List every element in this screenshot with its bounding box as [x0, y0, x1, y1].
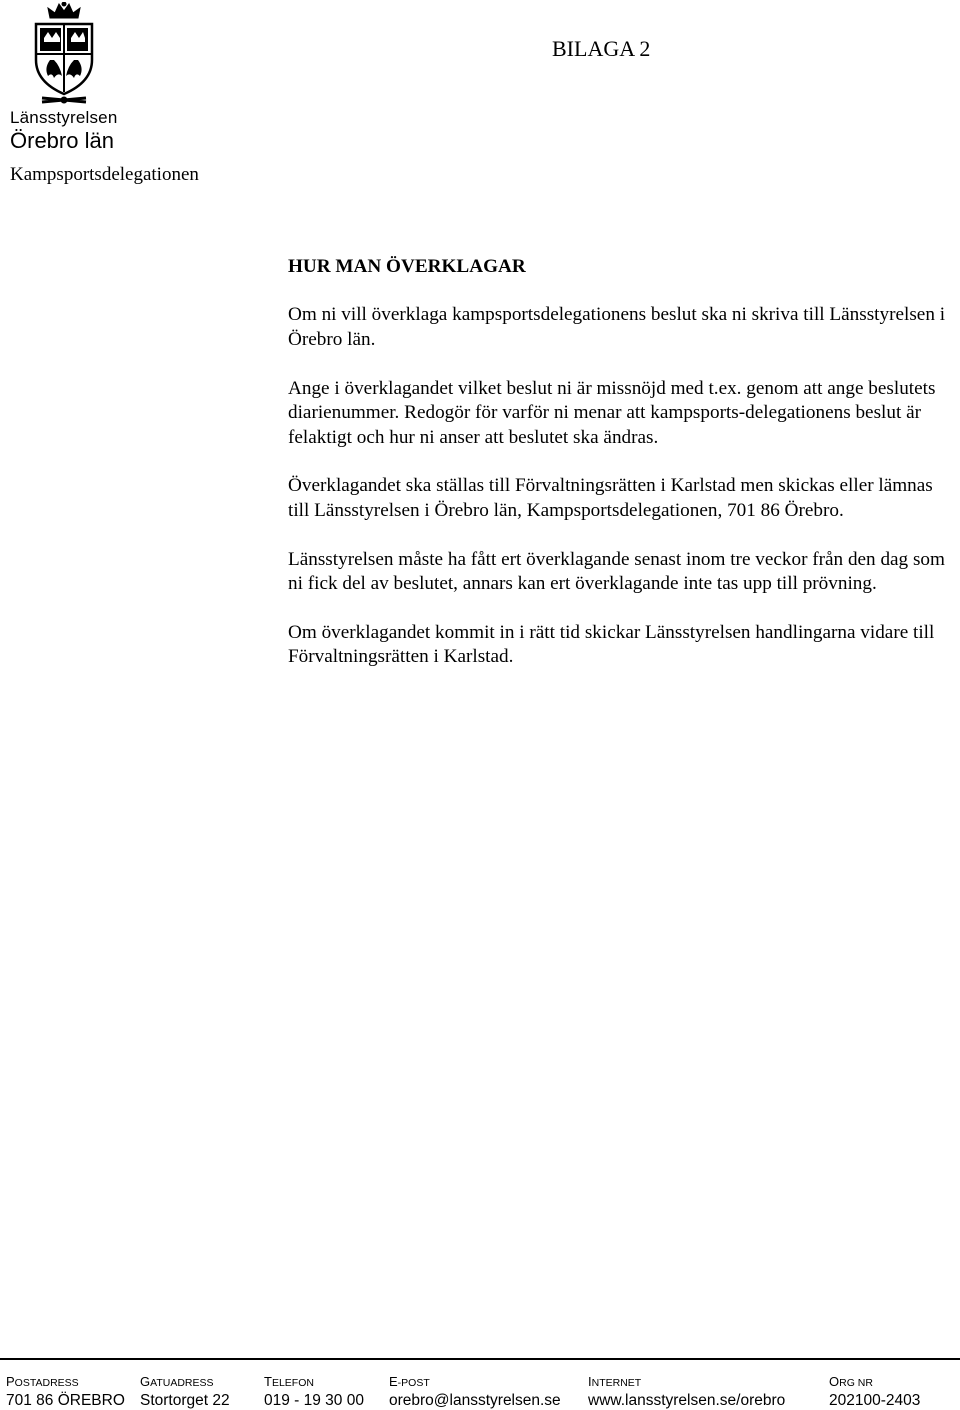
footer-column-postal-address	[6, 1360, 125, 1410]
org-name-line2: Örebro län	[10, 128, 114, 153]
footer-heading: GATUADRESS	[140, 1374, 214, 1389]
footer-heading: ORG NR	[829, 1374, 873, 1389]
document-body	[288, 255, 948, 694]
paragraph: Överklagandet ska ställas till Förvaltningsrätten i Karlstad men skickas eller lämnas till Länsstyrelsen i Örebro län, Kampsportsdelegationen, 701 86 Örebro.	[288, 475, 933, 521]
footer-heading: E-POST	[389, 1374, 430, 1389]
footer-column-org-number	[829, 1360, 920, 1410]
department-name: Kampsportsdelegationen	[10, 164, 199, 185]
footer-heading: INTERNET	[588, 1374, 642, 1389]
paragraph: Om ni vill överklaga kampsportsdelegationens beslut ska ni skriva till Länsstyrelsen i Örebro län.	[288, 304, 946, 350]
footer-column-phone	[264, 1360, 364, 1410]
document-heading: HUR MAN ÖVERKLAGAR	[288, 256, 526, 277]
footer-column-street-address	[140, 1360, 230, 1410]
coat-of-arms-icon	[32, 2, 96, 106]
footer-value: 701 86 ÖREBRO	[6, 1392, 125, 1409]
footer-heading: POSTADRESS	[6, 1374, 79, 1389]
footer-column-email	[389, 1360, 561, 1410]
footer-value: Stortorget 22	[140, 1392, 230, 1409]
footer	[0, 1358, 960, 1410]
paragraph: Om överklagandet kommit in i rätt tid skickar Länsstyrelsen handlingarna vidare till Förvaltningsrätten i Karlstad.	[288, 622, 935, 668]
paragraph: Länsstyrelsen måste ha fått ert överklagande senast inom tre veckor från den dag som ni fick del av beslutet, annars kan ert överklagande inte tas upp till prövning.	[288, 548, 945, 595]
footer-heading: TELEFON	[264, 1374, 314, 1389]
footer-value: orebro@lansstyrelsen.se	[389, 1392, 561, 1409]
footer-value: 019 - 19 30 00	[264, 1392, 364, 1409]
lansstyrelsen-logo	[10, 2, 120, 106]
paragraph: Ange i överklagandet vilket beslut ni är missnöjd med t.ex. genom att ange beslutets diarienummer. Redogör för varför ni menar att kampsports-delegationens beslut är felaktigt och hur ni anser att beslutet ska ändras.	[288, 377, 936, 448]
appendix-label: BILAGA 2	[552, 36, 651, 61]
footer-value: 202100-2403	[829, 1392, 921, 1409]
footer-column-internet	[588, 1360, 785, 1410]
footer-value: www.lansstyrelsen.se/orebro	[588, 1392, 786, 1409]
org-name-line1: Länsstyrelsen	[10, 108, 118, 127]
